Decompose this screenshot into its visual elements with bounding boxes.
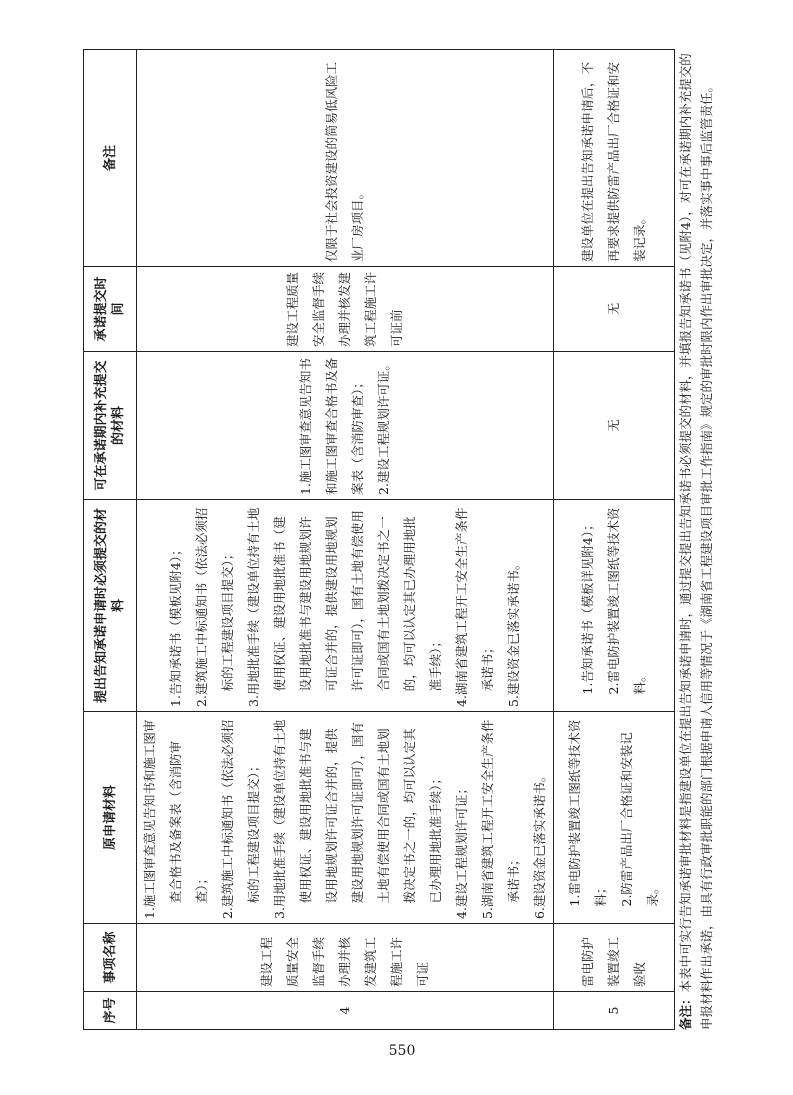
footnote-text: 本表中可实行告知承诺审批材料是指建设单位在提出告知承诺申请时，通过提交提出告知承诺书必须提交的材料，并填报告知承诺书（见附4），对可在承诺期内补充提交的申报材料作出承诺，由具有行政审批职能的部门根据申请人信用等情况于《湖南省工程建设项目审批工作指南》规定的审批时限内作出审批决定，并落实事中事后监管责任。 bbox=[678, 53, 714, 1030]
list-item: 2.防雷产品出厂合格证和安装记录。 bbox=[619, 732, 660, 907]
promise-time: 无 bbox=[554, 267, 675, 352]
page-number: 550 bbox=[388, 1043, 416, 1059]
list-item: 5.建设资金已落实承诺书。 bbox=[506, 557, 521, 707]
list-item: 1.施工图审查意见告知书和施工图审查合格书及备案表（含消防审查）； bbox=[142, 719, 209, 919]
table-row bbox=[137, 50, 554, 1030]
header-orig: 原申请材料 bbox=[84, 712, 137, 924]
row-number: 5 bbox=[554, 992, 675, 1030]
footnote bbox=[675, 50, 717, 1030]
header-remark: 备注 bbox=[84, 50, 137, 267]
list-item: 3.用地批准手续（建设单位持有土地使用权证、建设用地批准书与建设用地规划许可证合并的，提供建设用地规划许可证即可），国有土地有偿使用合同或国有土地划拨决定书之一的，均可以认定其已办理用地批准手续）； bbox=[272, 719, 443, 919]
promise-materials bbox=[554, 500, 675, 712]
header-promise: 提出告知承诺申请时必须提交的材料 bbox=[84, 500, 137, 712]
rotated-page-content bbox=[83, 50, 763, 1030]
list-item: 5.湖南省建筑工程开工安全生产条件承诺书； bbox=[480, 719, 521, 919]
supplementary-materials: 无 bbox=[554, 352, 675, 500]
list-item: 2.建筑施工中标通知书（依法必须招标的工程建设项目提交）； bbox=[194, 507, 235, 707]
header-supp: 可在承诺期内补充提交的材料 bbox=[84, 352, 137, 500]
supplementary-materials bbox=[137, 352, 554, 500]
list-item: 1.雷电防护装置竣工图纸等技术资料； bbox=[567, 719, 608, 907]
list-item: 1.告知承诺书（模板见附4）； bbox=[168, 543, 183, 707]
approval-materials-table bbox=[83, 49, 675, 1030]
footnote-label: 备注： bbox=[678, 992, 693, 1030]
header-time: 承诺提交时间 bbox=[84, 267, 137, 352]
orig-materials bbox=[554, 712, 675, 924]
remark: 仅限于社会投资建设的简易低风险工业厂房项目。 bbox=[137, 50, 554, 267]
header-row bbox=[84, 50, 137, 1030]
remark: 建设单位在提出告知承诺申请后，不再要求提供防雷产品出厂合格证和安装记录。 bbox=[554, 50, 675, 267]
item-name: 雷电防护装置竣工验收 bbox=[554, 924, 675, 992]
header-no: 序号 bbox=[84, 992, 137, 1030]
list-item: 6.建设资金已落实承诺书。 bbox=[532, 769, 547, 919]
list-item: 2.建筑施工中标通知书（依法必须招标的工程建设项目提交）； bbox=[220, 719, 261, 919]
row-number: 4 bbox=[137, 992, 554, 1030]
list-item: 4.湖南省建筑工程开工安全生产条件承诺书； bbox=[454, 507, 495, 707]
header-name: 事项名称 bbox=[84, 924, 137, 992]
promise-time: 建设工程质量安全监督手续办理并核发建筑工程施工许可证前 bbox=[137, 267, 554, 352]
list-item: 2.建设工程规划许可证。 bbox=[376, 358, 391, 495]
list-item: 1.施工图审查意见告知书和施工图审查合格书及备案表（含消防审查）； bbox=[298, 357, 365, 495]
list-item: 1.告知承诺书（模板详见附4）； bbox=[580, 518, 595, 695]
item-name: 建设工程质量安全监督手续办理并核发建筑工程施工许可证 bbox=[137, 924, 554, 992]
table-row bbox=[554, 50, 675, 1030]
orig-materials bbox=[137, 712, 554, 924]
list-item: 2.雷电防护装置竣工图纸等技术资料。 bbox=[606, 507, 647, 695]
list-item: 4.建设工程规划许可证； bbox=[454, 782, 469, 919]
list-item: 3.用地批准手续（建设单位持有土地使用权证、建设用地批准书（建设用地批准书与建设用地规划许可证合并的，提供建设用地规划许可证即可），国有土地有偿使用合同或国有土地划拨决定书之一的，均可以认定其已办理用地批准手续）； bbox=[246, 507, 443, 707]
promise-materials bbox=[137, 500, 554, 712]
